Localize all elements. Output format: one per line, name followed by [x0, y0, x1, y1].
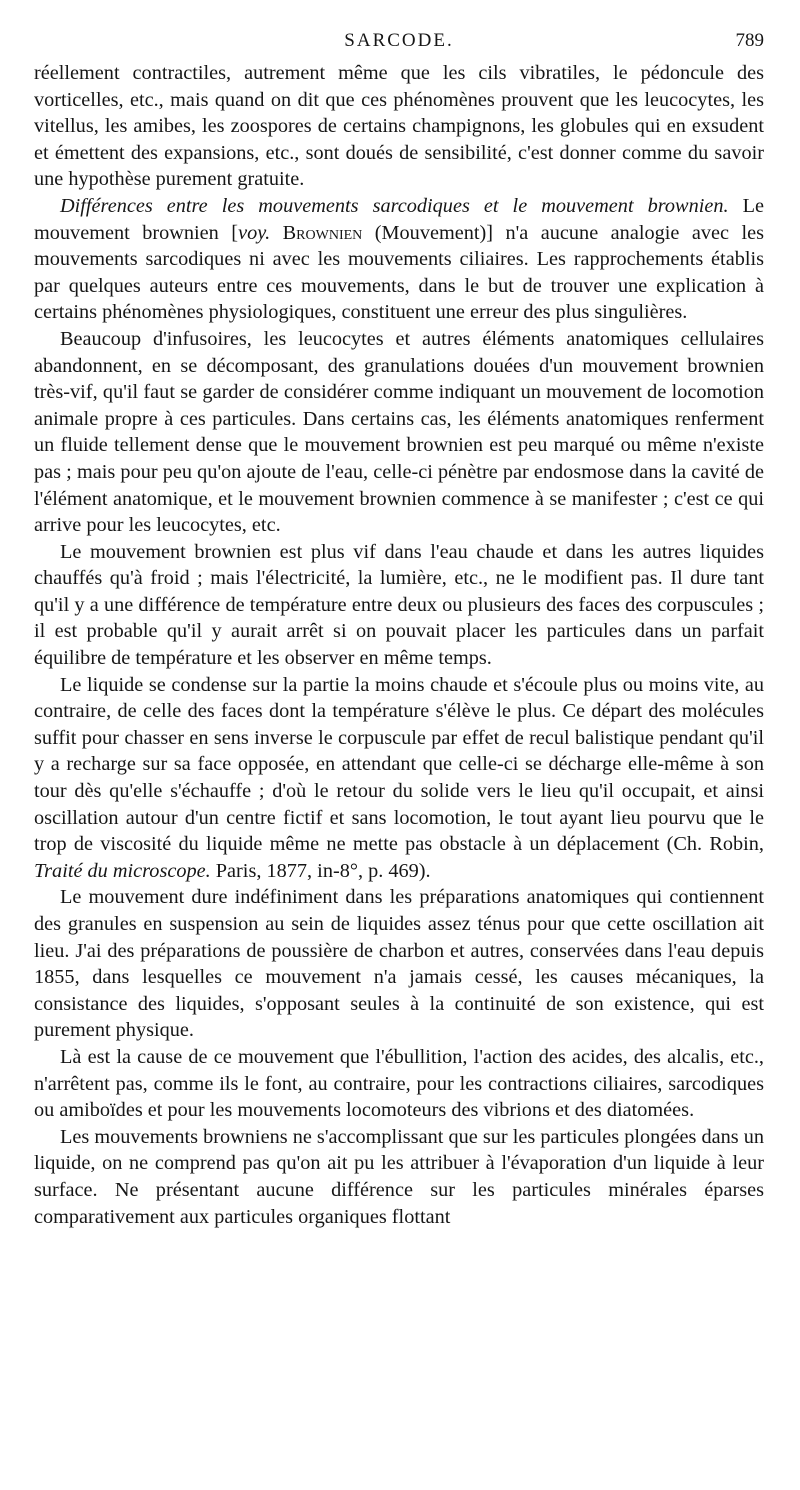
running-header	[34, 30, 764, 60]
book-page	[34, 30, 764, 1230]
paragraph-5-text-1: Le liquide se condense sur la partie la moins chaude et s'écoule plus ou moins vite, au contraire, de celle des faces dont la température s'élève le plus. Ce départ des molécules suffit pour chasser en sens inverse le corpuscule par effet de recul balistique pendant qu'il y a recharge sur sa face opposée, en attendant que celle-ci se décharge elle-même à son tour dès qu'elle s'échauffe ; d'où le retour du solide vers le lieu qu'il occupait, et ainsi oscillation autour d'un centre fictif et sans locomotion, le tout ayant lieu pourvu que le trop de viscosité du liquide même ne mette pas obstacle à un déplacement (Ch. Robin,	[34, 673, 764, 856]
paragraph-2	[34, 193, 764, 326]
paragraph-5	[34, 672, 764, 885]
page-number: 789	[735, 30, 764, 51]
paragraph-4: Le mouvement brownien est plus vif dans l'eau chaude et dans les autres liquides chauffés qu'à froid ; mais l'électricité, la lumière, etc., ne le modifient pas. Il dure tant qu'il y a une différence de température entre deux ou plusieurs des faces des corpuscules ; il est probable qu'il y aurait arrêt si on pouvait placer les particules dans un parfait équilibre de température et les observer en même temps.	[34, 540, 764, 670]
paragraph-2-text-2	[270, 222, 282, 244]
running-title: SARCODE.	[344, 30, 454, 51]
paragraph-2-text-1: Le mouvement brownien [	[34, 194, 764, 244]
paragraph-6: Le mouvement dure indéfiniment dans les préparations anatomiques qui contiennent des granules en suspension au sein de liquides assez ténus pour que cette oscillation ait lieu. J'ai des préparations de poussière de charbon et autres, conservées dans l'eau depuis 1855, dans lesquelles ce mouvement n'a jamais cessé, les causes mécaniques, la consistance des liquides, s'opposant seules à la continuité de son existence, qui est purement physique.	[34, 886, 764, 1042]
paragraph-8: Les mouvements browniens ne s'accomplissant que sur les particules plongées dans un liquide, on ne comprend pas qu'on ait pu les attribuer à l'évaporation d'un liquide à leur surface. Ne présentant aucune différence sur les particules minérales éparses comparativement aux particules organiques flottant	[34, 1125, 764, 1228]
paragraph-1: réellement contractiles, autrement même que les cils vibratiles, le pédoncule des vorticelles, etc., mais quand on dit que ces phénomènes prouvent que les leucocytes, les vitellus, les amibes, les zoospores de certains champignons, les globules qui en exsudent et émettent des expansions, etc., sont doués de sensibilité, c'est donner comme du savoir une hypothèse purement gratuite.	[34, 62, 764, 191]
paragraph-2-text-3: (Mouvement)] n'a aucune analogie avec les mouvements sarcodiques ni avec les mouvements ciliaires. Les rapprochements établis par quelques auteurs entre ces mouvements, dans le but de trouver une explication à certains phénomènes physiologiques, constituent une erreur des plus singulières.	[34, 221, 764, 324]
paragraph-7: Là est la cause de ce mouvement que l'ébullition, l'action des acides, des alcalis, etc., n'arrêtent pas, comme ils le font, au contraire, pour les contractions ciliaires, sarcodiques ou amiboïdes et pour les mouvements locomoteurs des vibrions et des diatomées.	[34, 1045, 764, 1122]
cross-reference-entry: Brownien	[282, 221, 363, 244]
section-heading: Différences entre les mouvements sarcodiques et le mouvement brownien.	[60, 194, 729, 217]
cited-book-title: Traité du microscope.	[34, 859, 211, 882]
paragraph-5-text-2: Paris, 1877, in-8°, p. 469).	[210, 859, 431, 882]
paragraph-3: Beaucoup d'infusoires, les leucocytes et autres éléments anatomiques cellulaires abandonnent, en se décomposant, des granulations douées d'un mouvement brownien très-vif, qu'il faut se garder de considérer comme indiquant un mouvement de locomotion animale propre à ces particules. Dans certains cas, les éléments anatomiques renferment un fluide tellement dense que le mouvement brownien est peu marqué ou même n'existe pas ; mais pour peu qu'on ajoute de l'eau, celle-ci pénètre par endosmose dans la cavité de l'élément anatomique, et le mouvement brownien commence à se manifester ; c'est ce qui arrive pour les leucocytes, etc.	[34, 327, 764, 537]
article-body	[34, 60, 764, 1230]
cross-reference-voy: voy.	[238, 221, 271, 244]
